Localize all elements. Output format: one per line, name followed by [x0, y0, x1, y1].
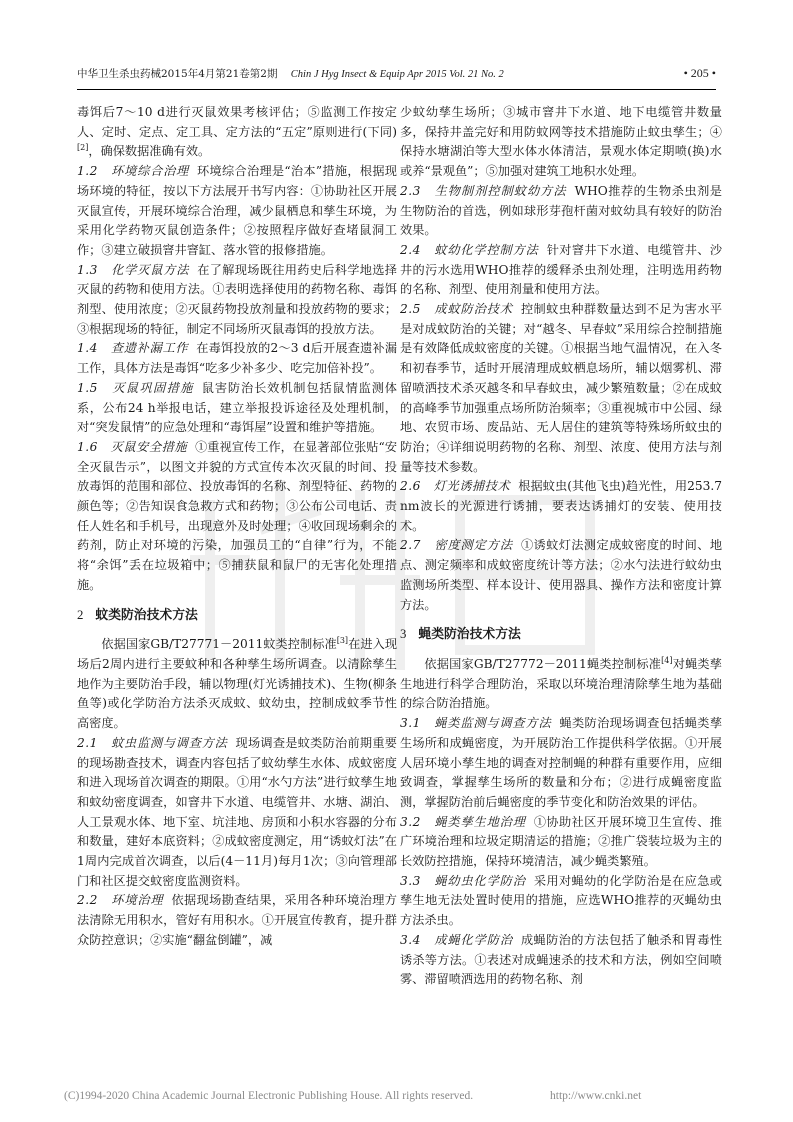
footer [64, 1090, 641, 1102]
journal-title-cn: 中华卫生杀虫药械2015年4月第21卷第2期 [77, 68, 278, 80]
subsection-label: 2.5 成蚊防治技术 [400, 302, 513, 317]
paragraph-text: 采用对蝇幼的化学防治是在应急或孳生地无法处置时使用的措施，应选WHO推荐的灭蝇幼虫方法杀虫。 [400, 873, 722, 928]
subsection-paragraph [400, 477, 722, 536]
paragraph-text: 在了解现场既往用药史后科学地选择灭鼠的药物和使用方法。①表明选择使用的药物名称、毒饵剂型、使用浓度；②灭鼠药物投放剂量和投放药物的要求；③根据现场的特征，制定不同场所灭鼠毒饵的投放方法。 [77, 262, 397, 336]
subsection-paragraph [400, 714, 722, 813]
paragraph-text: ①协助社区开展环境卫生宣传、推广环境治理和垃圾定期清运的措施；②推广袋装垃圾为主的长效防控措施，保持环境清洁，减少蝇类繁殖。 [400, 814, 722, 869]
subsection-paragraph [400, 241, 722, 300]
subsection-label: 2.7 密度测定方法 [400, 538, 513, 553]
subsection-paragraph [77, 438, 397, 596]
paragraph-text-tail: 对蝇类孳生地进行科学合理防治，采取以环境治理清除孳生地为基础的综合防治措施。 [400, 656, 722, 711]
subsection-paragraph [77, 162, 397, 261]
paragraph-text: 成蝇防治的方法包括了触杀和胃毒性诱杀等方法。①表述对成蝇速杀的技术和方法，例如空间喷雾、滞留喷洒选用的药物名称、剂 [400, 932, 723, 987]
paragraph-text: ①诱蚊灯法测定成蚊密度的时间、地点、测定频率和成蚊密度统计等方法；②水勺法进行蚊幼虫监测场所类型、样本设计、使用器具、操作方法和密度计算方法。 [400, 538, 723, 612]
body-paragraph [77, 103, 397, 162]
section-number: 3 [400, 627, 407, 642]
paragraph-text: 现场调查是蚊类防治前期重要的现场勘查技术，调查内容包括了蚊幼孳生水体、成蚊密度和进入现场首次调查的期限。①用“水勺方法”进行蚊孳生地和蚊幼密度调查，如窨井下水道、电缆管井、水塘、湖泊、人工景观水体、地下室、坑洼地、房顶和小积水容器的分布和数量，建好本底资料；②成蚊密度测定，用“诱蚊灯法”在1周内完成首次调查，以后(4－11月)每月1次；③向管理部门和社区提交蚊密度监测资料。 [77, 735, 397, 888]
subsection-label: 3.3 蝇幼虫化学防治 [400, 873, 526, 888]
subsection-label: 2.4 蚊幼化学控制方法 [400, 242, 539, 257]
footer-url: http://www.cnki.net [550, 1090, 642, 1102]
subsection-paragraph [400, 182, 722, 241]
page-number: • 205 • [683, 66, 716, 80]
subsection-label: 3.2 蝇类孳生地治理 [400, 814, 526, 829]
subsection-paragraph [77, 379, 397, 438]
running-header [77, 66, 716, 86]
right-column [400, 103, 722, 990]
paragraph-text: 蝇类防治现场调查包括蝇类孳生场所和成蝇密度，为开展防治工作提供科学依据。①开展人居环境小孳生地的调查对控制蝇的种群有重要作用，应细致调查，掌握孳生场所的数量和分布；②进行成蝇密度监测，掌握防治前后蝇密度的季节变化和防治效果的评估。 [400, 716, 723, 809]
subsection-paragraph [400, 813, 722, 872]
paragraph-text-tail: 在进入现场后2周内进行主要蚊种和各种孳生场所调查。以清除孳生地作为主要防治手段，辅以物理(灯光诱捕技术)、生物(柳条鱼等)或化学防治方法杀灭成蚊、蚊幼虫，控制成蚊季节性高密度。 [77, 637, 398, 731]
subsection-label: 2.1 蚊虫监测与调查方法 [77, 735, 228, 750]
citation-ref: [3] [336, 636, 349, 646]
section-heading [77, 606, 397, 626]
subsection-paragraph [77, 734, 397, 892]
paragraph-text-tail: ，确保数据准确有效。 [88, 144, 211, 159]
subsection-label: 3.4 成蝇化学防治 [400, 932, 513, 947]
journal-citation [77, 66, 504, 81]
copyright-notice: (C)1994-2020 China Academic Journal Electronic Publishing House. All rights reserved. [64, 1090, 474, 1102]
paragraph-text: WHO推荐的生物杀虫剂是生物防治的首选，例如球形芽孢杆菌对蚊幼具有较好的防治效果。 [400, 183, 722, 238]
subsection-label: 1.6 灭鼠安全措施 [77, 439, 188, 454]
paragraph-text: 鼠害防治长效机制包括鼠情监测体系，公布24 h举报电话，建立举报投诉途径及处理机制，对“突发鼠情”的应急处理和“毒饵屋”设置和维护等措施。 [77, 380, 397, 435]
subsection-label: 2.6 灯光诱捕技术 [400, 479, 511, 494]
citation-ref: [2] [77, 143, 89, 153]
paragraph-text: 毒饵后7～10 d进行灭鼠效果考核评估；⑤监测工作按定人、定时、定点、定工具、定方法的“五定”原则进行(下同) [77, 105, 397, 139]
paragraph-text: 依据国家GB/T27772－2011蝇类控制标准 [424, 656, 662, 671]
paragraph-text: 根据蚊虫(其他飞虫)趋光性，用253.7 nm波长的光源进行诱捕，要表达诱捕灯的安装、使用技术。 [400, 479, 722, 533]
paragraph-text: 针对窨井下水道、电缆管井、沙井的污水选用WHO推荐的缓释杀虫剂处理，注明选用药物的名称、剂型、使用剂量和使用方法。 [400, 242, 723, 297]
subsection-label: 2.2 环境治理 [77, 893, 164, 908]
left-column [77, 103, 397, 951]
subsection-label: 1.4 查遗补漏工作 [77, 341, 189, 356]
paragraph-text: 依据国家GB/T27771－2011蚊类控制标准 [101, 637, 337, 652]
subsection-paragraph [400, 872, 722, 931]
paragraph-text: 控制蚊虫种群数量达到不足为害水平是对成蚊防治的关键；对“越冬、早春蚊”采用综合控制措施是有效降低成蚊密度的关键。①根据当地气温情况，在入冬和初春季节，适时开展清理成蚊栖息场所，辅以烟雾机、滞留喷洒技术杀灭越冬和早春蚊虫，减少繁殖数量；②在成蚊的高峰季节加强重点场所防治频率；③重视城市中公园、绿地、农贸市场、废品站、无人居住的建筑等特殊场所蚊虫的防治；④详细说明药物的名称、剂型、浓度、使用方法与剂量等技术参数。 [400, 302, 723, 474]
header-rule [77, 89, 716, 90]
subsection-paragraph [77, 339, 397, 378]
subsection-paragraph [400, 300, 722, 477]
body-paragraph [400, 103, 722, 182]
subsection-label: 1.5 灭鼠巩固措施 [77, 380, 194, 395]
journal-title-en: Chin J Hyg Insect & Equip Apr 2015 Vol. 21 No. 2 [290, 69, 504, 80]
subsection-label: 3.1 蝇类监测与调查方法 [400, 716, 552, 731]
section-title: 蝇类防治技术方法 [418, 627, 521, 643]
subsection-label: 1.3 化学灭鼠方法 [77, 262, 190, 277]
subsection-label: 1.2 环境综合治理 [77, 164, 190, 179]
subsection-paragraph [400, 536, 722, 615]
subsection-label: 2.3 生物制剂控制蚊幼方法 [400, 183, 567, 198]
section-number: 2 [77, 607, 84, 622]
subsection-paragraph [77, 261, 397, 340]
subsection-paragraph [77, 891, 397, 950]
paragraph-text: 少蚊幼孳生场所；③城市窨井下水道、地下电缆管井数量多，保持井盖完好和用防蚊网等技术措施防止蚊虫孳生；④保持水塘湖泊等大型水体水体清洁，景观水体定期喷(换)水或养“景观鱼”；⑤加强对建筑工地积水处理。 [400, 105, 722, 179]
paragraph-text: 依据现场勘查结果，采用各种环境治理方法清除无用积水，管好有用积水。①开展宣传教育，提升群众防控意识；②实施“翻盆倒罐”，减 [77, 893, 397, 947]
body-paragraph [77, 635, 397, 734]
citation-ref: [4] [661, 655, 673, 665]
subsection-paragraph [400, 931, 722, 990]
body-paragraph [400, 655, 722, 714]
paragraph-text: 环境综合治理是“治本”措施，根据现场环境的特征，按以下方法展开书写内容：①协助社区开展灭鼠宣传，开展环境综合治理，减少鼠栖息和孳生环境，为采用化学药物灭鼠创造条件；②按照程序做好查堵鼠洞工作；③建立破损窨井窨缸、落水管的报修措施。 [77, 164, 397, 257]
paragraph-text: ①重视宣传工作，在显著部位张贴“安全灭鼠告示”，以图文并貌的方式宣传本次灭鼠的时间、投放毒饵的范围和部位、投放毒饵的名称、剂型特征、药物的颜色等；②告知误食急救方式和药物；③公布公司电话、责任人姓名和手机号，出现意外及时处理；④收回现场剩余的药剂，防止对环境的污染，加强员工的“自律”行为，不能将“余饵”丢在垃圾箱中；⑤捕获鼠和鼠尸的无害化处理措施。 [77, 439, 398, 592]
section-heading [400, 625, 722, 645]
paragraph-text: 在毒饵投放的2～3 d后开展查遗补漏工作，具体方法是毒饵“吃多少补多少、吃完加倍补投”。 [77, 341, 398, 376]
section-title: 蚊类防治技术方法 [95, 607, 198, 623]
